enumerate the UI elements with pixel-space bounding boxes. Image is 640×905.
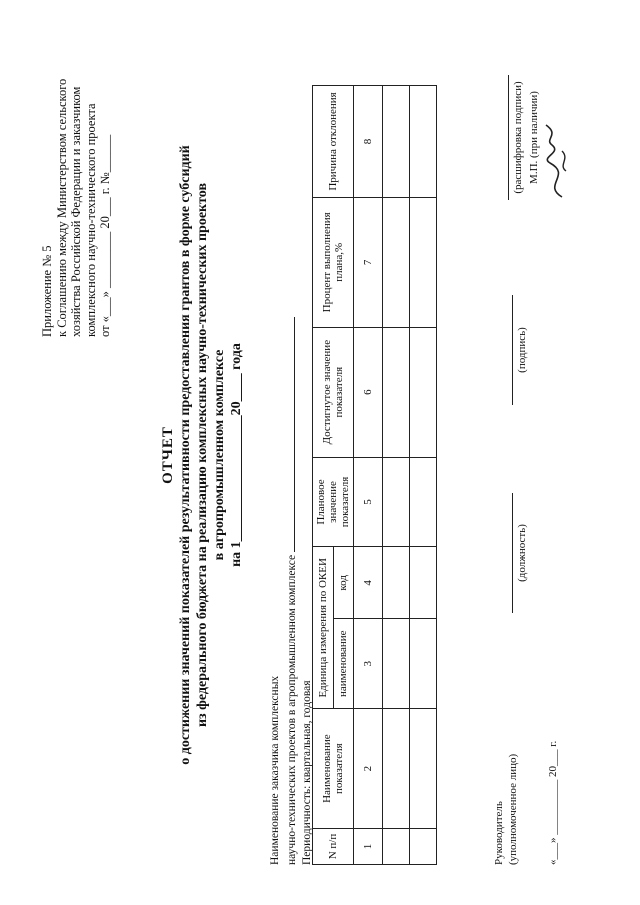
table-cell xyxy=(410,829,437,865)
table-cell: 6 xyxy=(354,327,383,457)
header-cell-unit-name: наименование xyxy=(333,619,354,709)
header-cell-planned-value: Плановое значение показателя xyxy=(313,457,354,547)
table-cell: 2 xyxy=(354,709,383,829)
table-header-row xyxy=(313,86,334,865)
appendix-date-number: от «___» _________ 20___ г. №______ xyxy=(98,134,112,337)
report-subtitle: о достижении значений показателей результативности предоставления грантов в форме субсидий xyxy=(178,145,193,765)
report-title: ОТЧЕТ xyxy=(160,426,176,484)
header-cell-unit: Единица измерения по ОКЕИ xyxy=(313,547,334,709)
appendix-text: к Соглашению между Министерством сельского xyxy=(54,78,69,337)
appendix-header xyxy=(40,79,113,337)
header-cell-number: N п/п xyxy=(313,829,354,865)
table-cell xyxy=(383,829,410,865)
table-cell xyxy=(383,457,410,547)
table-cell xyxy=(410,709,437,829)
report-meta xyxy=(268,317,315,865)
report-heading xyxy=(160,145,245,765)
customer-label: научно-технических проектов в агропромышленном комплексе xyxy=(286,554,298,865)
authorized-person-label: (уполномоченное лицо) xyxy=(507,753,519,865)
table-row xyxy=(410,86,437,865)
table-cell xyxy=(410,457,437,547)
header-cell-indicator-name: Наименование показателя xyxy=(313,709,354,829)
appendix-text: хозяйства Российской Федерации и заказчиком xyxy=(69,86,83,337)
table-cell xyxy=(383,547,410,619)
decoding-caption: (расшифровка подписи) xyxy=(512,81,524,194)
table-row xyxy=(383,86,410,865)
table-cell: 5 xyxy=(354,457,383,547)
table-cell xyxy=(383,619,410,709)
signature-date: «___» __________ 20___ г. xyxy=(547,740,559,865)
table-cell: 7 xyxy=(354,197,383,327)
decoding-line xyxy=(508,75,509,200)
header-cell-unit-code: код xyxy=(333,547,354,619)
report-subtitle: в агропромышленном комплексе xyxy=(212,349,227,561)
table-cell xyxy=(410,86,437,198)
position-line xyxy=(512,493,513,613)
stamp-label: М.П. (при наличии) xyxy=(528,91,540,184)
report-subtitle: из федерального бюджета на реализацию комплексных научно-технических проектов xyxy=(195,182,210,728)
table-cell xyxy=(410,547,437,619)
table-cell: 3 xyxy=(354,619,383,709)
table-cell xyxy=(410,197,437,327)
signature-block-label xyxy=(492,754,520,865)
appendix-title: Приложение № 5 xyxy=(40,245,54,337)
report-date-line: на 1__________________20____ года xyxy=(229,343,244,567)
periodicity-label: Периодичность: квартальная, годовая xyxy=(301,680,313,865)
column-number-row xyxy=(354,86,383,865)
table-cell xyxy=(383,709,410,829)
table-cell xyxy=(410,619,437,709)
header-cell-deviation-reason: Причина отклонения xyxy=(313,86,354,198)
table-cell: 4 xyxy=(354,547,383,619)
table-cell: 1 xyxy=(354,829,383,865)
appendix-text: комплексного научно-технического проекта xyxy=(83,103,98,337)
table-cell: 8 xyxy=(354,86,383,198)
head-label: Руководитель xyxy=(493,801,505,865)
table-cell xyxy=(383,197,410,327)
table-cell xyxy=(383,327,410,457)
signature-caption: (подпись) xyxy=(516,327,528,373)
position-caption: (должность) xyxy=(516,524,528,582)
customer-label: Наименование заказчика комплексных xyxy=(269,675,281,865)
customer-fill-line xyxy=(283,317,295,552)
header-cell-achieved-value: Достигнутое значение показателя xyxy=(313,327,354,457)
table-cell xyxy=(383,86,410,198)
table-cell xyxy=(410,327,437,457)
indicators-table xyxy=(312,85,437,865)
handwritten-signature xyxy=(532,115,578,205)
header-cell-plan-percent: Процент выполнения плана,% xyxy=(313,197,354,327)
signature-line xyxy=(512,295,513,405)
